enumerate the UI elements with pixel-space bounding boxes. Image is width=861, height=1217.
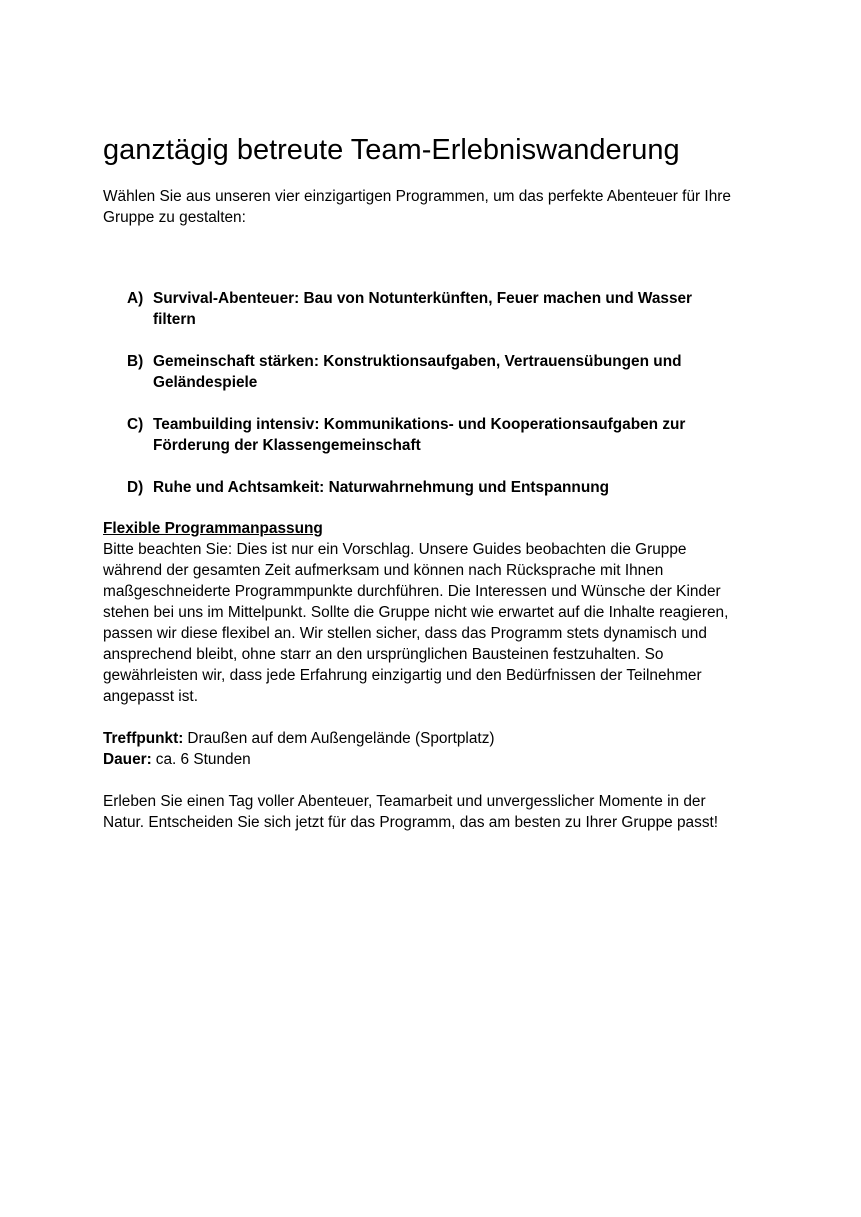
program-text-b: Gemeinschaft stärken: Konstruktionsaufgaben, Vertrauensübungen und Geländespiele bbox=[153, 353, 682, 391]
program-item-d bbox=[103, 477, 733, 498]
program-item-c bbox=[103, 414, 733, 456]
flexible-program-paragraph: Bitte beachten Sie: Dies ist nur ein Vorschlag. Unsere Guides beobachten die Gruppe während der gesamten Zeit aufmerksam und können nach Rücksprache mit Ihnen maßgeschneiderte Programmpunkte durchführen. Die Interessen und Wünsche der Kinder stehen bei uns im Mittelpunkt. Sollte die Gruppe nicht wie erwartet auf die Inhalte reagieren, passen wir diese flexibel an. Wir stellen sicher, dass das Programm stets dynamisch und ansprechend bleibt, ohne starr an den ursprünglichen Bausteinen festzuhalten. So gewährleisten wir, dass jede Erfahrung einzigartig und den Bedürfnissen der Teilnehmer angepasst ist. bbox=[103, 541, 729, 705]
program-marker-a: A) bbox=[127, 290, 144, 307]
flexible-program-heading: Flexible Programmanpassung bbox=[103, 520, 323, 537]
program-text-c: Teambuilding intensiv: Kommunikations- und Kooperationsaufgaben zur Förderung der Klassengemeinschaft bbox=[153, 416, 686, 454]
program-list bbox=[103, 288, 733, 498]
document-title: ganztägig betreute Team-Erlebniswanderung bbox=[103, 134, 680, 166]
program-text-d: Ruhe und Achtsamkeit: Naturwahrnehmung und Entspannung bbox=[153, 479, 610, 496]
program-item-a bbox=[103, 288, 733, 330]
intro-paragraph: Wählen Sie aus unseren vier einzigartigen Programmen, um das perfekte Abenteuer für Ihre Gruppe zu gestalten: bbox=[103, 188, 731, 226]
meeting-point-label: Treffpunkt: bbox=[103, 730, 184, 747]
meeting-point-value: Draußen auf dem Außengelände (Sportplatz) bbox=[187, 730, 495, 747]
program-item-b bbox=[103, 351, 733, 393]
duration-line bbox=[103, 749, 733, 770]
program-marker-c: C) bbox=[127, 416, 144, 433]
closing-paragraph: Erleben Sie einen Tag voller Abenteuer, Teamarbeit und unvergesslicher Momente in der Natur. Entscheiden Sie sich jetzt für das Programm, das am besten zu Ihrer Gruppe passt! bbox=[103, 793, 719, 831]
document-content bbox=[103, 133, 733, 833]
meeting-point-line bbox=[103, 728, 733, 749]
meeting-details bbox=[103, 728, 733, 770]
duration-label: Dauer: bbox=[103, 751, 152, 768]
duration-value: ca. 6 Stunden bbox=[155, 751, 251, 768]
program-marker-d: D) bbox=[127, 479, 144, 496]
program-marker-b: B) bbox=[127, 353, 144, 370]
program-text-a: Survival-Abenteuer: Bau von Notunterkünften, Feuer machen und Wasser filtern bbox=[153, 290, 693, 328]
